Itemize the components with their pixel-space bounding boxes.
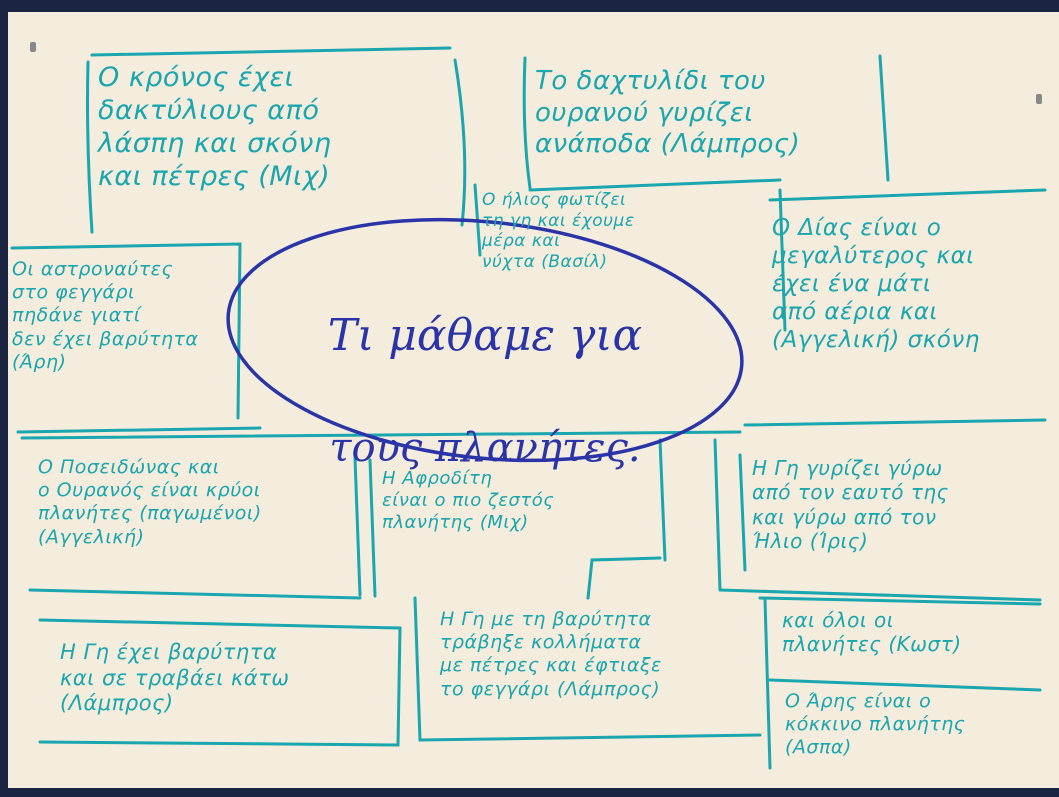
- note-ilios: Ο ήλιος φωτίζει τη γη και έχουμε μέρα και νύχτα (Βασίλ): [482, 190, 635, 273]
- note-afroditi: Η Αφροδίτη είναι ο πιο ζεστός πλανήτης (Μιχ): [382, 468, 555, 533]
- note-poseidonas: Ο Ποσειδώνας και ο Ουρανός είναι κρύοι πλανήτες (παγωμένοι) (Αγγελική): [38, 456, 262, 548]
- note-kronos: Ο κρόνος έχει δακτύλιους από λάσπη και σκόνη και πέτρες (Μιχ): [98, 62, 332, 192]
- note-gi-me-varytita: Η Γη με τη βαρύτητα τράβηξε κολλήματα με πέτρες και έφτιαξε το φεγγάρι (Λάμπρος): [440, 608, 662, 700]
- pin-icon: [30, 42, 36, 52]
- pin-icon: [1036, 94, 1042, 104]
- note-astronautes: Οι αστροναύτες στο φεγγάρι πηδάνε γιατί δεν έχει βαρύτητα (Άρη): [12, 258, 199, 373]
- title-line-1: Τι μάθαμε για: [327, 310, 643, 362]
- note-aris: Ο Άρης είναι ο κόκκινο πλανήτης (Ασπα): [785, 690, 966, 759]
- note-gi-varytita: Η Γη έχει βαρύτητα και σε τραβάει κάτω (Λάμπρος): [60, 640, 290, 716]
- title-line-2: τους πλανήτες.: [329, 424, 641, 471]
- note-gi-gyrizei: Η Γη γυρίζει γύρω από τον εαυτό της και γύρω από τον Ήλιο (Ίρις): [752, 456, 949, 554]
- note-dias: Ο Δίας είναι ο μεγαλύτερος και έχει ένα μάτι από αέρια και (Αγγελική) σκόνη: [772, 215, 980, 354]
- note-oloi: και όλοι οι πλανήτες (Κωστ): [782, 608, 962, 657]
- note-daxtylidi: Το δαχτυλίδι του ουρανού γυρίζει ανάποδα (Λάμπρος): [535, 66, 801, 160]
